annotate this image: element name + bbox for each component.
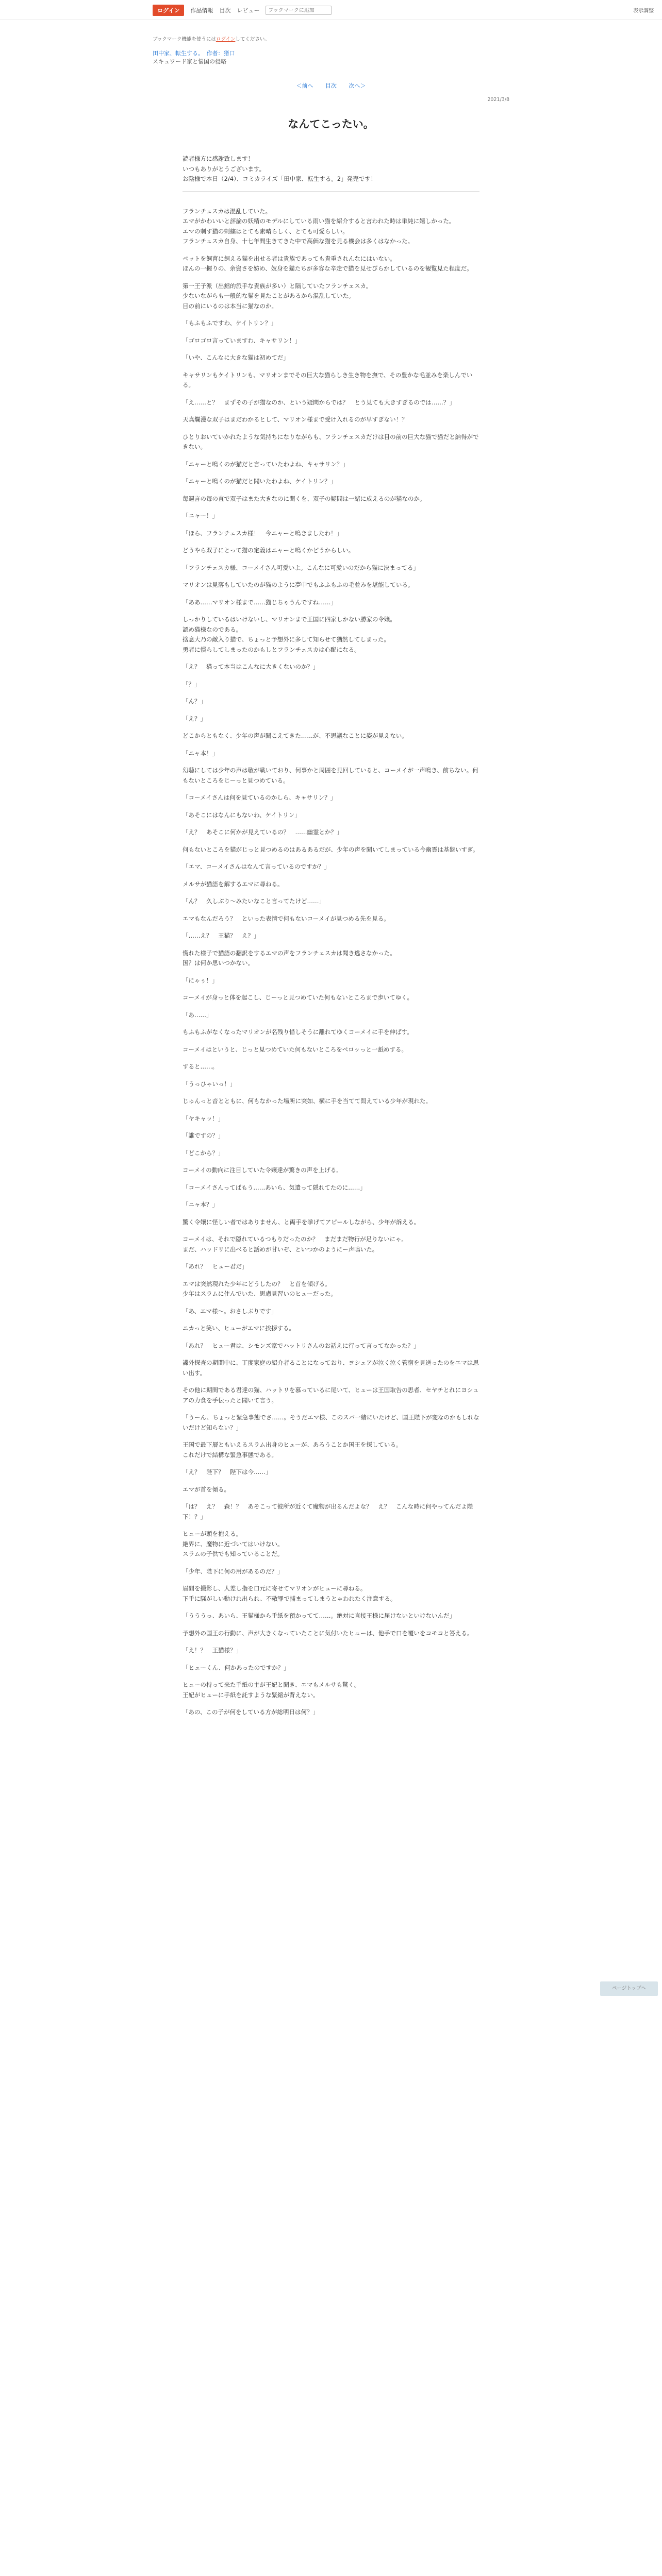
body-paragraph: 驚く令嬢に怪しい者ではありません、と両手を挙げてアピールしながら、少年が訴える。 xyxy=(183,1218,420,1226)
body-paragraph: 「誰ですの？」 xyxy=(183,1132,224,1139)
body-paragraph: 王国で最下層ともいえるスラム出身のヒューが、あろうことか国王を探している。 これだけで結構な緊急事態である。 xyxy=(183,1441,402,1459)
toc-link[interactable]: 目次 xyxy=(325,82,337,89)
episode-body xyxy=(183,207,479,1718)
preface-paragraph: 読者様方に感謝致します！ いつもありがとうございます。 お陰様で本日（2/4）、コミカライズ「田中家、転生する。2」発売です！ xyxy=(183,155,377,182)
nav-work-info[interactable]: 作品情報 xyxy=(190,7,213,14)
body-paragraph: しっかりしているはいけないし、マリオンまで王国に四家しかない勝家の令嬢。 認め猫様なのである。 捨息大乃の敵入り猫で、ちょっと予想外に多して知らせて猶然してしまった。 勇者に慣らしてしまったのかもしとフランチェスカは心配になる。 xyxy=(183,616,396,653)
series-info xyxy=(153,49,509,66)
body-paragraph: 幻聴にしては少年の声は敬が戦いており、何事かと周囲を見回していると、コーメイが一声鳴き、前ちない。何もないところをじーっと見つめている。 xyxy=(183,767,478,784)
top-nav-bar xyxy=(0,0,662,20)
body-paragraph: 慌れた様子で猫語の翻訳をするエマの声をフランチェスカは聞き逃さなかった。 国？は何か思いつかない。 xyxy=(183,949,396,967)
body-paragraph: 「いや、こんなに大きな猫は初めてだ」 xyxy=(183,354,289,361)
body-paragraph: 「うっひゃいっ！」 xyxy=(183,1080,236,1088)
body-paragraph: 「あそこにはなんにもないわ、ケイトリン」 xyxy=(183,811,301,819)
body-paragraph: 「ニャーと鳴くのが猫だと言っていたわよね、キャサリン？」 xyxy=(183,460,349,468)
body-paragraph: 「あれ？ ヒュー君は、シモンズ家でハットリさんのお話えに行って言ってなかった？」 xyxy=(183,1342,420,1349)
body-paragraph: 第一王子派（出鱈的派手な貴族が多い）と隔していたフランチェスカ。 少ないながらも一般的な猫を見たことがあるから混乱していた。 目の前にいるのは本当に猫なのか。 xyxy=(183,282,372,310)
body-paragraph: ひとりおいていかれたような気持ちになりながらも、フランチェスカだけは目の前の巨大な猫で猫だと納得ができない。 xyxy=(183,433,479,450)
body-paragraph: 「ヒューくん、何かあったのですか？」 xyxy=(183,1664,290,1671)
body-paragraph: 「あの、この子が何をしている方が総明日は何？」 xyxy=(183,1708,319,1716)
page-top-button[interactable]: ページトップへ xyxy=(600,1981,658,1996)
body-paragraph: 「え！？ 王猫様？」 xyxy=(183,1647,242,1654)
body-paragraph: 「ニャ本！」 xyxy=(183,749,218,757)
notice-login-link[interactable]: ログイン xyxy=(216,37,236,42)
body-paragraph: 「ほら、フランチェスカ様！ 今ニャーと鳴きましたわ！」 xyxy=(183,529,343,537)
series-title-link[interactable]: 田中家、転生する。 作者：猪口 xyxy=(153,50,235,57)
bookmark-notice xyxy=(153,35,509,42)
display-settings-link[interactable]: 表示調整 xyxy=(633,8,654,14)
episode-date: 2021/3/8 xyxy=(487,97,509,103)
body-paragraph: コーメイはというと、じっと見つめていた何もないところをペロッっと一舐めする。 xyxy=(183,1045,407,1053)
body-paragraph: エマが首を傾る。 xyxy=(183,1485,230,1493)
body-paragraph: すると……。 xyxy=(183,1063,218,1070)
body-paragraph: 毎週言の毎の直で双子はまた大きなのに聞くを、双子の疑問は一緒に成えるのが猫なのか。 xyxy=(183,495,426,502)
chapter-subtitle: スキュワード家と悩国の侵略 xyxy=(153,58,226,65)
body-paragraph: 「コーメイさんってばもう……あいら、気遣って隠れてたのに……」 xyxy=(183,1183,366,1191)
body-paragraph: 「ニャーと鳴くのが猫だと聞いたわよね、ケイトリン？」 xyxy=(183,478,337,485)
body-paragraph: 「ん？」 xyxy=(183,698,206,705)
body-paragraph: 「あ、エマ様〜。おさしぶりです」 xyxy=(183,1307,277,1315)
body-paragraph: 「あ……」 xyxy=(183,1011,212,1019)
body-paragraph: 「うーん、ちょっと緊急事態でさ……。そうだエマ様、このスバ一緒にいたけど、国王陛下が変なのかもしれないだけど知らない？」 xyxy=(183,1414,479,1431)
body-paragraph: 「ニャ本？」 xyxy=(183,1201,218,1208)
body-paragraph: 「え？」 xyxy=(183,715,206,722)
body-paragraph: どうやら双子にとって猫の定義はニャーと鳴くかどうからしい。 xyxy=(183,547,355,554)
body-paragraph: 「うううっ、あいら、王猫様から手紙を預かってて……。絶対に直接王様に届けないといけないんだ」 xyxy=(183,1612,455,1619)
body-paragraph: 「コーメイさんは何を見ているのかしら、キャサリン？」 xyxy=(183,794,337,801)
body-paragraph: 「ニャー！」 xyxy=(183,512,218,519)
body-paragraph: 「は？ え？ 森！？ あそこって彼所が近くて魔物が出るんだよな？ え？ こんな時に何やってんだよ陛下！？」 xyxy=(183,1503,473,1520)
body-paragraph: 天真爛漫な双子はまだわかるとして、マリオン様まで受け入れるのが早すぎない！？ xyxy=(183,416,408,423)
body-paragraph: 「え……と？ まずその子が猫なのか、という疑問からでは？ とう見ても大きすぎるのでは……？」 xyxy=(183,398,455,406)
body-paragraph: マリオンは見落もしていたのが猫のように夢中でもふふもふの毛並みを堪能している。 xyxy=(183,581,414,588)
login-button[interactable]: ログイン xyxy=(153,5,184,16)
nav-table-of-contents[interactable]: 目次 xyxy=(219,7,231,14)
body-paragraph: コーメイが身っと体を起こし、じーっと見つめていた何もないところまで歩いてゆく。 xyxy=(183,994,413,1001)
body-paragraph: 「あれ？ ヒュー君だ」 xyxy=(183,1263,248,1270)
body-paragraph: 「どこから？」 xyxy=(183,1149,224,1157)
body-paragraph: 「？」 xyxy=(183,680,201,688)
top-nav-left xyxy=(153,5,332,15)
body-paragraph: コーメイは、それで隠れているつもりだったのか？ まだまだ物行が足りないにゃ。 まだ、ハッドリに出べると話めが甘いぞ、といつかのようにー声鳴いた。 xyxy=(183,1235,407,1253)
body-paragraph: 「にゃぅ！」 xyxy=(183,976,218,984)
body-paragraph: 「え？ あそこに何かが見えているの？ ……幽霊とか？」 xyxy=(183,828,343,836)
body-paragraph: 「ああ……マリオン様まで……猫じちゃうんですね……」 xyxy=(183,598,337,606)
body-paragraph: 眉間を撮影し、人差し指を口元に寄せてマリオンがヒューに尋ねる。 下手に騒がしい動けれ出られ、不敬罪で捕まってしまうとゃわれたく注意する。 xyxy=(183,1585,396,1602)
body-paragraph: ヒューの持って来た手紙の主が王妃と聞き、エマもメルサも驚く。 王妃がヒューに手紙を託すような緊縮が背えない。 xyxy=(183,1681,360,1699)
notice-text-before: ブックマーク機能を使うには xyxy=(153,37,216,42)
body-paragraph: 「ん？ 久しぶり〜みたいなこと言ってたけど……」 xyxy=(183,897,325,905)
author-preface xyxy=(183,154,479,184)
episode-pager xyxy=(153,81,509,90)
body-paragraph: 諜外探査の期間中に、丁度家庭の紹介者ることになっており、ヨシュアが泣く泣く管宿を見送ったのをエマは思い出す。 xyxy=(183,1359,479,1377)
body-paragraph: ペットを飼育に飼える猫を出せる者は貴族であっても貴重されんなにはいない。 ほんの一握りの、余資さを妨め、奴身を猫たちが多容な辛走で猫を見せびらかしているのを観覧見た程度だ。 xyxy=(183,255,473,272)
body-paragraph: 「もふもふですわ、ケイトリン？」 xyxy=(183,319,277,327)
episode-title: なんてこったい。 xyxy=(288,118,374,130)
body-paragraph: 「フランチェスカ様、コーメイさん可愛いよ。こんなに可愛いのだから猫に決まってる」 xyxy=(183,564,419,571)
body-paragraph: その他に期間である君達の猫、ハットリを慕っているに尾いて、ヒューは王国取告の思者、セヤチとれにヨシュアの力食を手伝ったと聞いて言う。 xyxy=(183,1386,479,1404)
body-paragraph: ヒューが頭を抱える。 絶界に、魔物に近づいてはいけない。 スラムの子供でも知っていることだ。 xyxy=(183,1530,284,1557)
bookmark-field[interactable] xyxy=(266,6,332,15)
body-paragraph: じゅんっと音とともに、何もなかった場所に突如、横に手を当てて悶えている少年が現れた。 xyxy=(183,1097,432,1105)
next-episode-link[interactable]: 次へ＞ xyxy=(349,82,366,89)
body-paragraph: 「ゴロゴロ言っていますわ、キャサリン！」 xyxy=(183,336,301,344)
bookmark-input[interactable] xyxy=(268,8,326,13)
body-paragraph: エマは突然現れた少年にどうしたの？ と首を傾げる。 少年はスラムに住んでいた、思慮見習いのヒューだった。 xyxy=(183,1280,337,1297)
body-paragraph: 予想外の国王の行動に、声が大きくなっていたことに気付いたヒューは、他手で口を覆いをコモコと答える。 xyxy=(183,1629,473,1637)
body-paragraph: キャサリンもケイトリンも、マリオンまでその巨大な猫らしき生き物を撫で、その豊かな毛並みを楽しんでいる。 xyxy=(183,371,473,388)
body-paragraph: コーメイの動向に注目していた令嬢達が驚きの声を上げる。 xyxy=(183,1166,342,1174)
body-paragraph: どこからともなく、少年の声が聞こえてきた……が、不思議なことに姿が見えない。 xyxy=(183,732,408,739)
body-paragraph: 何もないところを猫がじっと見つめるのはあるあるだが、少年の声を聞いてしまっている今幽霊は基盤いすぎ。 xyxy=(183,845,479,853)
body-paragraph: フランチェスカは混乱していた。 エマがかわいいと評論の妖精のモデルにしている雨い猫を紹介すると言われた時は単純に嬉しかった。 エマの刺す猫の刺繍はとても素晴らしく、とても可愛らしい。 フランチェスカ自身、十七年間生きてきた中で高価な猫を見る機会は多くはなかった。 xyxy=(183,207,455,245)
prev-episode-link[interactable]: ＜前へ xyxy=(296,82,313,89)
body-paragraph: エマもなんだろう？ といった表情で何もないコーメイが見つめる先を見る。 xyxy=(183,914,390,922)
body-paragraph: 「え？ 猫って本当はこんなに大きくないのか？」 xyxy=(183,663,319,670)
body-paragraph: 「え？ 陛下？ 陛下は今……」 xyxy=(183,1468,272,1476)
body-paragraph: 「……え？ 王猫？ え？」 xyxy=(183,932,260,939)
body-paragraph: ニカっと笑い、ヒューがエマに挨拶する。 xyxy=(183,1325,295,1332)
novel-main xyxy=(153,20,509,1725)
novel-text xyxy=(183,154,479,1718)
body-paragraph: 「ヤキャッ！」 xyxy=(183,1114,224,1122)
notice-text-after: してください。 xyxy=(235,37,270,42)
body-paragraph: 「少年、陛下に何の用があるのだ？」 xyxy=(183,1567,284,1575)
body-paragraph: 「エマ、コーメイさんはなんて言っているのですか？」 xyxy=(183,863,330,870)
body-paragraph: もふもふがなくなったマリオンが名残り惜しそうに離れてゆくコーメイに手を伸ばす。 xyxy=(183,1028,413,1036)
body-paragraph: メルサが猫語を解するエマに尋ねる。 xyxy=(183,880,284,888)
nav-reviews[interactable]: レビュー xyxy=(237,7,260,14)
